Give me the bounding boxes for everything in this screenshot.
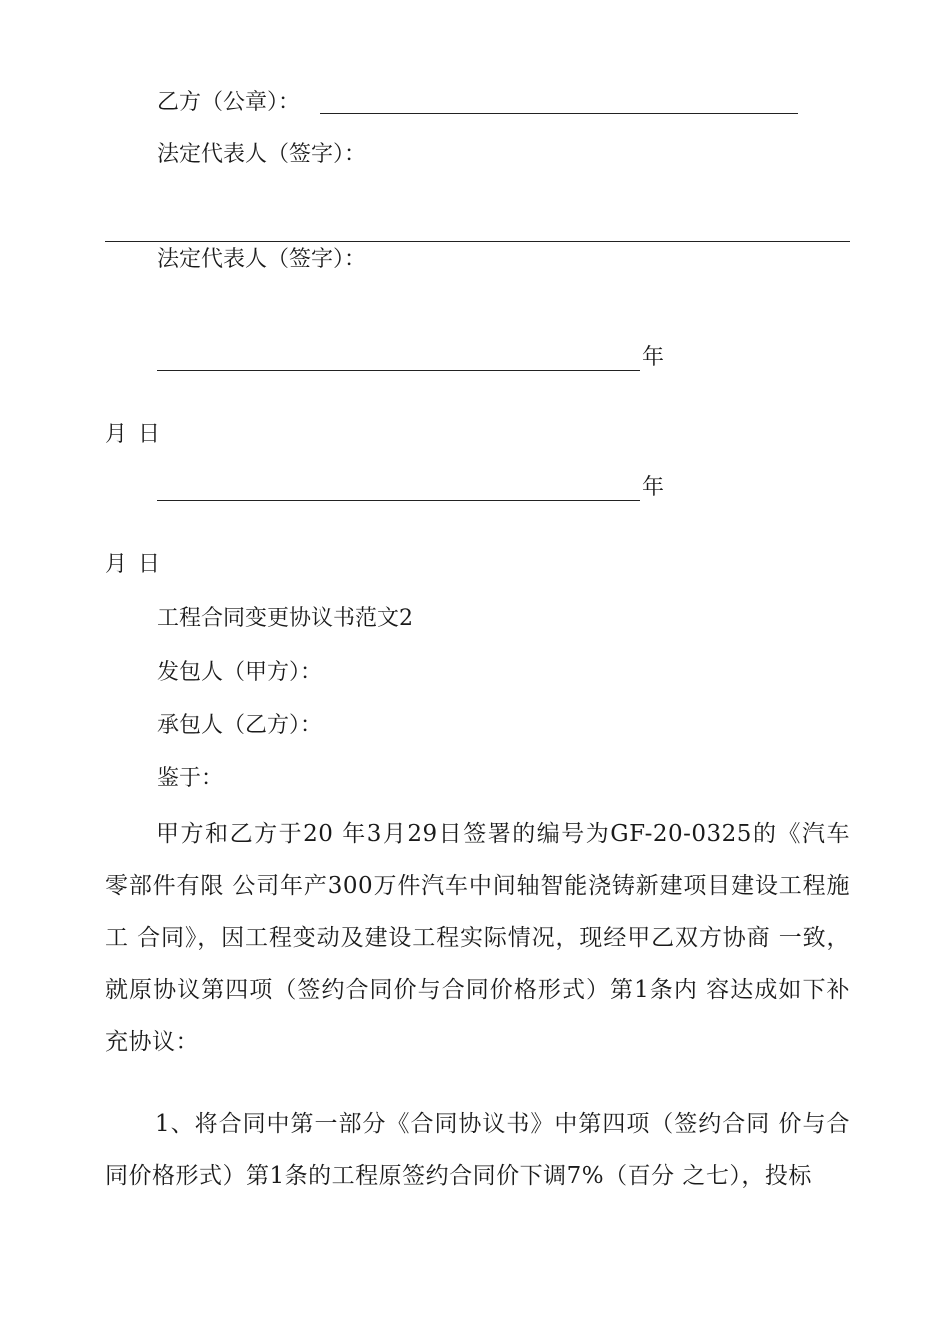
clause-1-paragraph [105,1098,850,1202]
year-label-1: 年 [642,345,665,370]
date-line-2 [157,500,640,501]
year-label-2: 年 [642,475,665,500]
preamble-text: 甲方和乙方于20 年3月29日签署的编号为GF-20-0325的《汽车零部件有限 公司年产300万件汽车中间轴智能浇铸新建项目建设工程施工 合同》，因工程变动及建设工程实际情况，现经甲乙双方协商 一致，就原协议第四项（签约合同价与合同价格形式）第1条内 容达成如下补充协议： [105,821,850,1055]
preamble-paragraph [105,808,850,1068]
employer-label: 发包人（甲方）： [157,660,323,685]
month-day-label-2: 月 日 [105,552,162,577]
party-b-seal-signature-line [320,113,798,114]
party-b-seal-label: 乙方（公章）： [157,90,301,115]
contract-title: 工程合同变更协议书范文2 [157,606,413,631]
section-divider [105,241,850,242]
month-day-label-1: 月 日 [105,422,162,447]
date-line-1 [157,370,640,371]
clause-1-text: 1、将合同中第一部分《合同协议书》中第四项（签约合同 价与合同价格形式）第1条的工程原签约合同价下调7%（百分 之七），投标 [105,1111,850,1189]
contractor-label: 承包人（乙方）： [157,713,323,738]
whereas-label: 鉴于： [157,766,224,791]
legal-rep-label-2: 法定代表人（签字）： [157,247,367,272]
legal-rep-label-1: 法定代表人（签字）： [157,142,367,167]
